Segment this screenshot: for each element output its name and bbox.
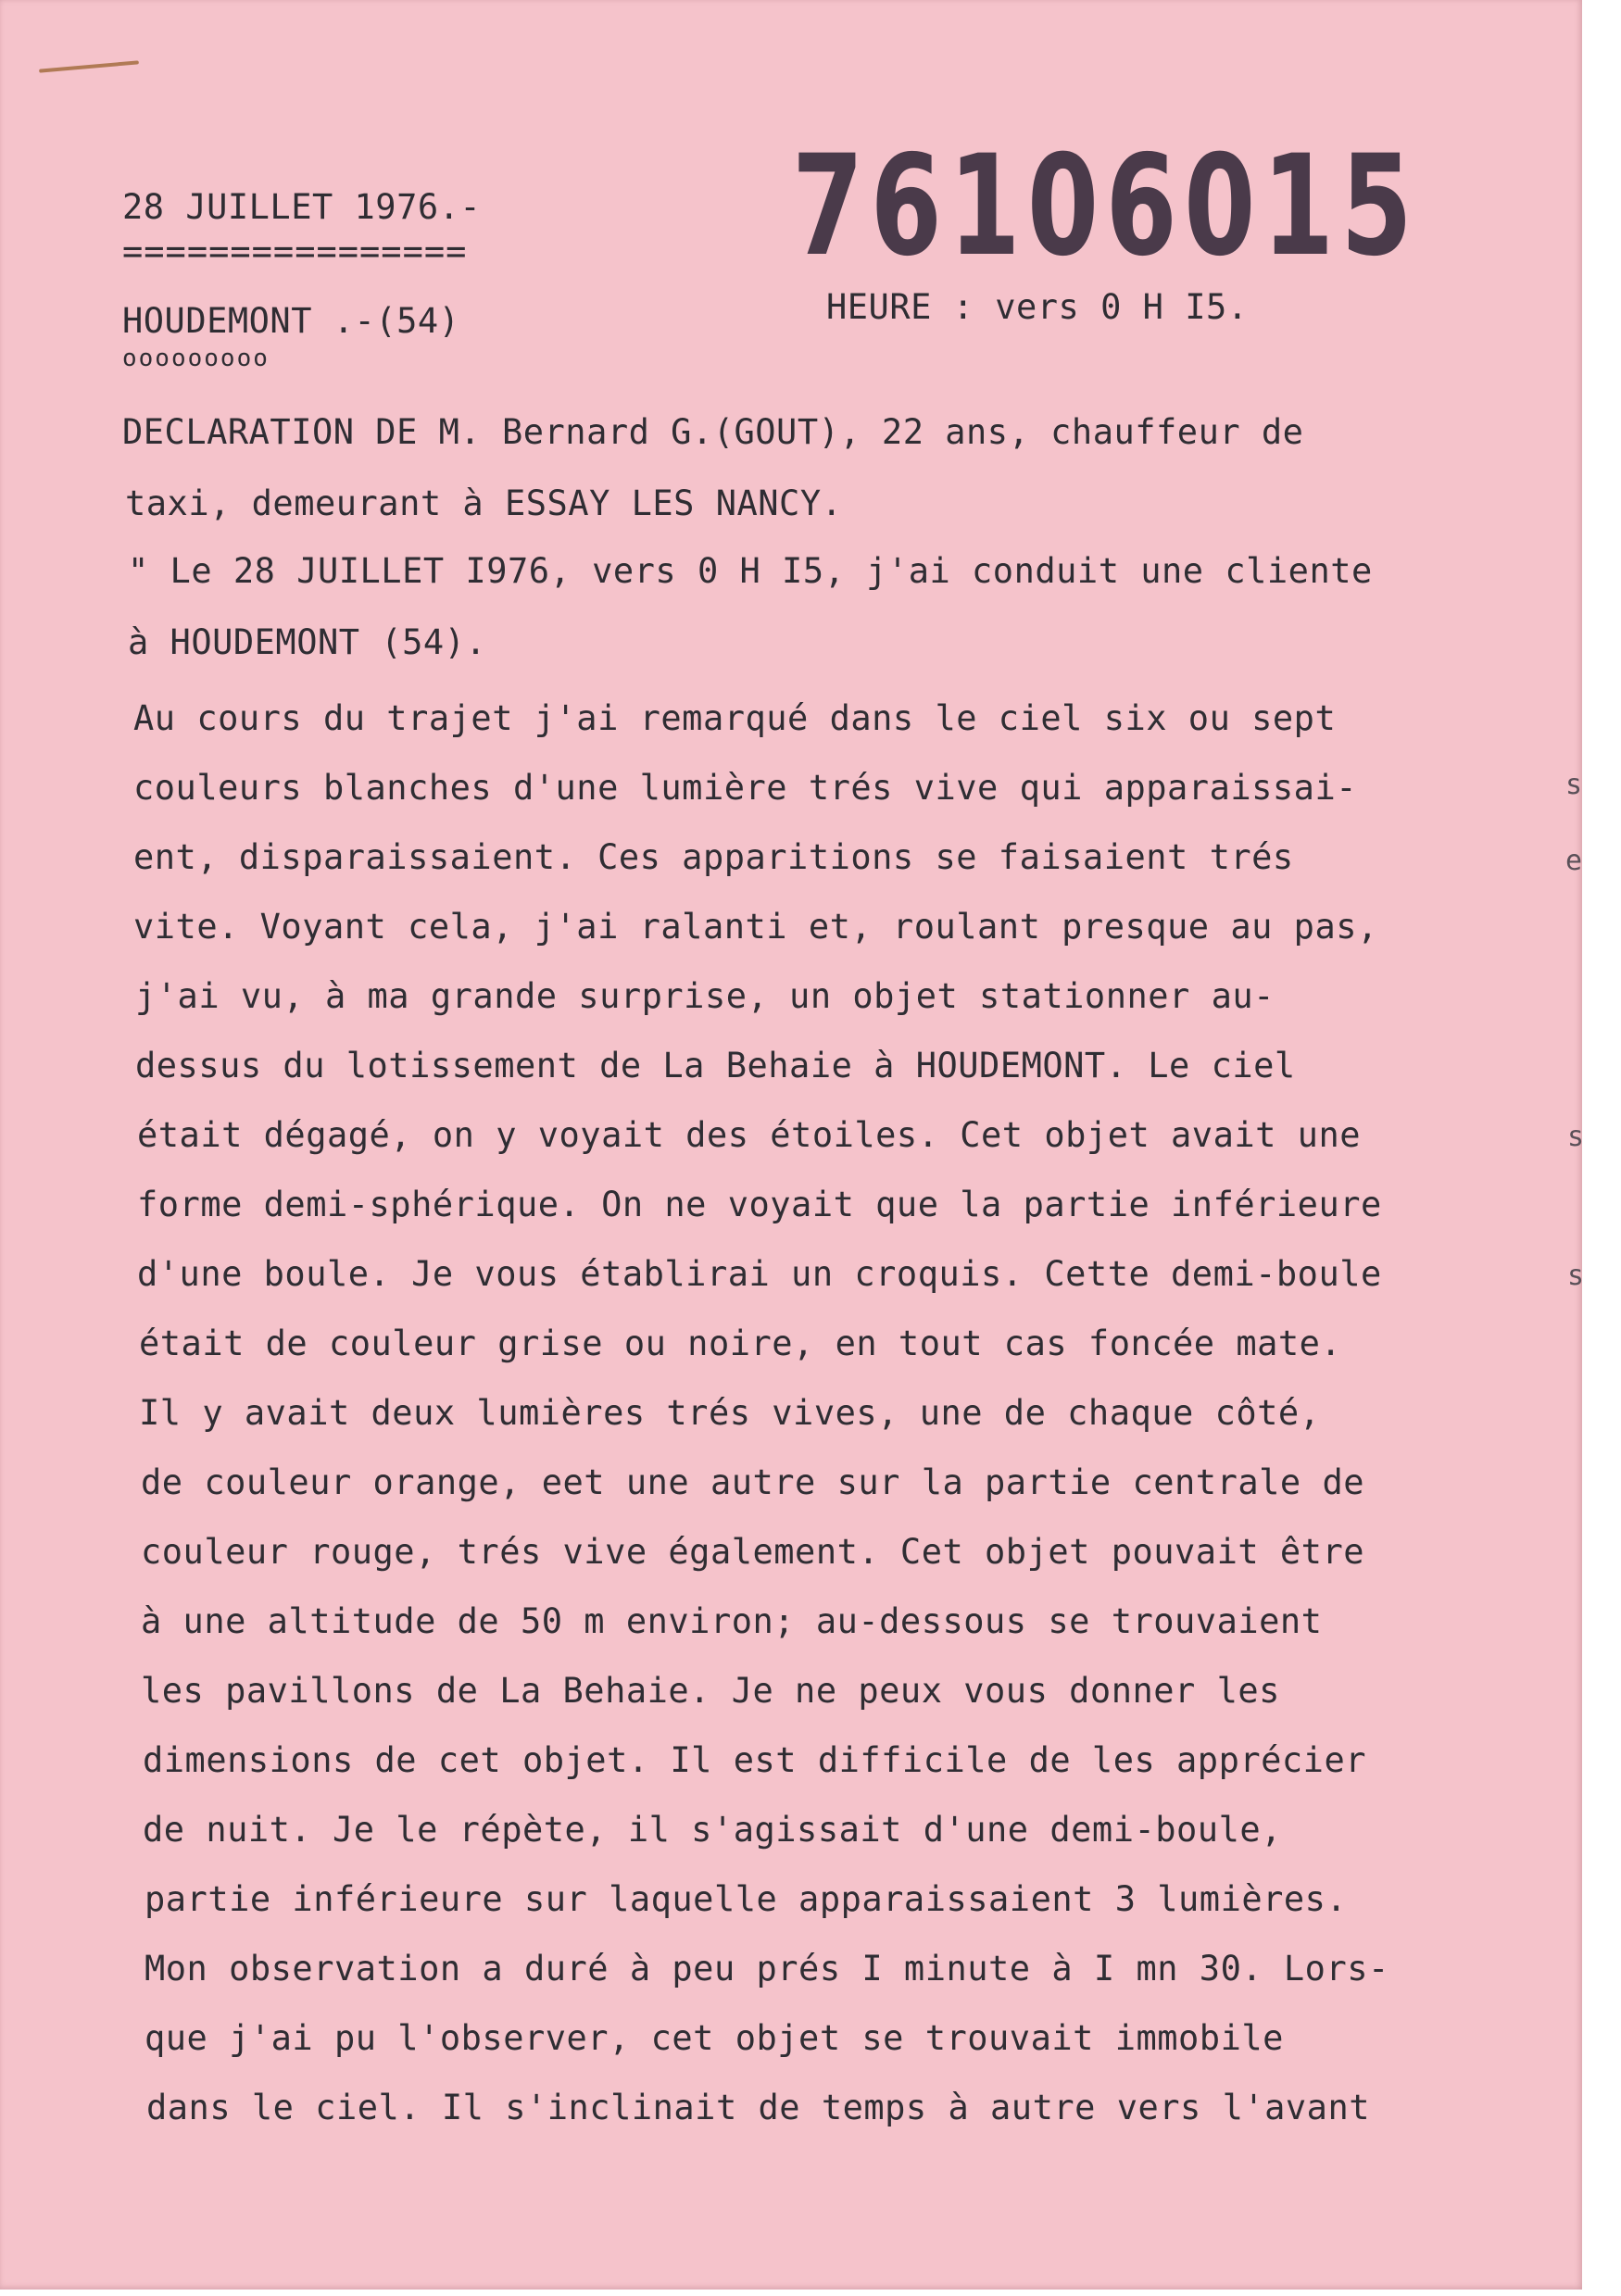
statement-line: Mon observation a duré à peu prés I minute à I mn 30. Lors-	[145, 1949, 1389, 1989]
statement-line: forme demi-sphérique. On ne voyait que la partie inférieure	[137, 1185, 1382, 1224]
statement-line: les pavillons de La Behaie. Je ne peux vous donner les	[141, 1671, 1280, 1711]
header-time: HEURE : vers 0 H I5.	[826, 287, 1249, 327]
statement-line: dimensions de cet objet. Il est difficile de les apprécier	[143, 1740, 1367, 1780]
declaration-line-1: DECLARATION DE M. Bernard G.(GOUT), 22 ans, chauffeur de	[122, 412, 1304, 452]
header-date-underline: ================	[122, 232, 468, 271]
statement-line: dessus du lotissement de La Behaie à HOUDEMONT. Le ciel	[135, 1046, 1296, 1085]
statement-line: dans le ciel. Il s'inclinait de temps à autre vers l'avant	[146, 2088, 1371, 2127]
margin-mark: s	[1565, 769, 1583, 801]
statement-line: que j'ai pu l'observer, cet objet se trouvait immobile	[145, 2018, 1284, 2058]
statement-line: d'une boule. Je vous établirai un croquis. Cette demi-boule	[137, 1254, 1382, 1294]
header-date: 28 JUILLET 1976.-	[122, 187, 482, 227]
statement-line: j'ai vu, à ma grande surprise, un objet stationner au-	[135, 976, 1275, 1016]
statement-line: était de couleur grise ou noire, en tout cas foncée mate.	[139, 1324, 1342, 1363]
statement-line: Au cours du trajet j'ai remarqué dans le ciel six ou sept	[133, 698, 1337, 738]
statement-line: couleurs blanches d'une lumière trés vive qui apparaissai-	[133, 768, 1358, 808]
declaration-line-4: à HOUDEMONT (54).	[128, 622, 487, 662]
statement-line: Il y avait deux lumières trés vives, une de chaque côté,	[139, 1393, 1321, 1433]
margin-mark: s	[1567, 1260, 1585, 1292]
statement-line: vite. Voyant cela, j'ai ralanti et, roulant presque au pas,	[133, 907, 1378, 947]
statement-line: de couleur orange, eet une autre sur la partie centrale de	[141, 1462, 1365, 1502]
statement-line: ent, disparaissaient. Ces apparitions se faisaient trés	[133, 837, 1294, 877]
statement-line: était dégagé, on y voyait des étoiles. Cet objet avait une	[137, 1115, 1362, 1155]
case-number-stamp: 76106015	[792, 126, 1420, 287]
statement-line: de nuit. Je le répète, il s'agissait d'une demi-boule,	[143, 1810, 1282, 1850]
margin-mark: e	[1565, 845, 1583, 877]
statement-line: partie inférieure sur laquelle apparaissaient 3 lumières.	[145, 1879, 1348, 1919]
header-place: HOUDEMONT .-(54)	[122, 301, 460, 341]
header-place-underline: ooooooooo	[122, 345, 270, 372]
margin-mark: s	[1567, 1121, 1585, 1153]
statement-line: couleur rouge, trés vive également. Cet objet pouvait être	[141, 1532, 1365, 1572]
staple-mark	[39, 60, 139, 72]
declaration-line-3: " Le 28 JUILLET I976, vers 0 H I5, j'ai conduit une cliente	[128, 551, 1373, 591]
statement-line: à une altitude de 50 m environ; au-dessous se trouvaient	[141, 1601, 1323, 1641]
declaration-line-2: taxi, demeurant à ESSAY LES NANCY.	[125, 483, 843, 523]
statement-body	[130, 684, 1575, 2142]
